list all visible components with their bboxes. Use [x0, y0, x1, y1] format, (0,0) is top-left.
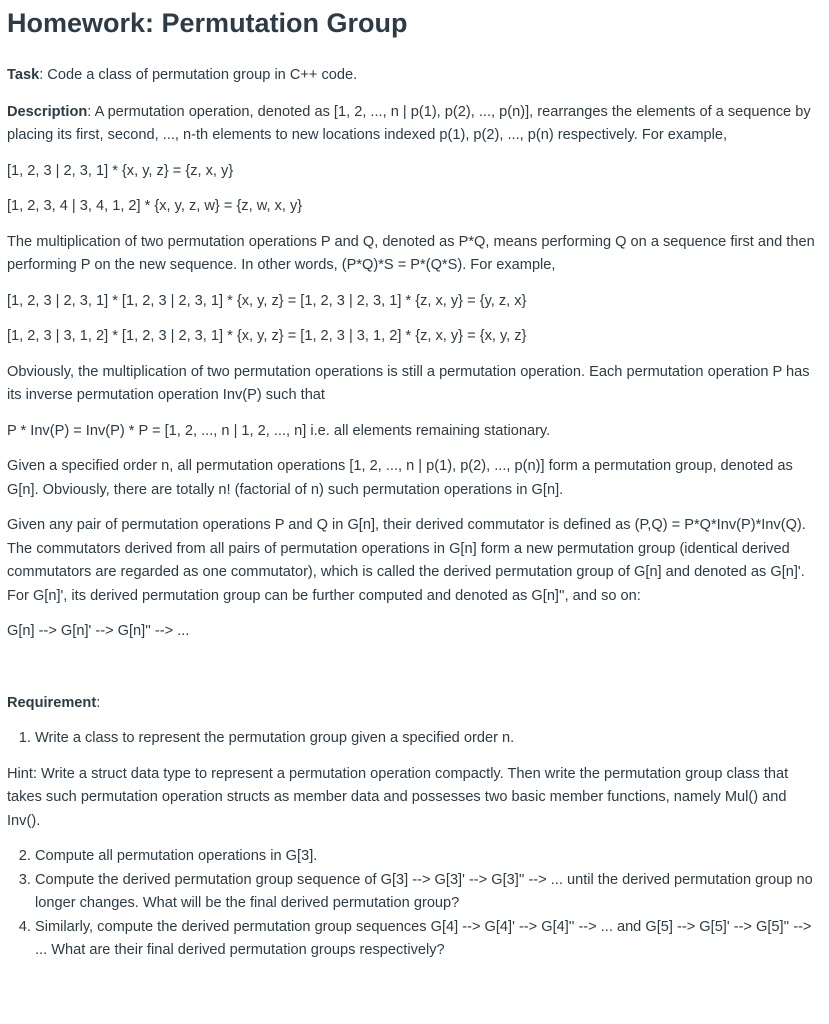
requirement-item-4: 4. Similarly, compute the derived permutation group sequences G[4] --> G[4]' --> G[4]'' --> ... and G[5] --> G[5]' --> G[5]'' --> ... What are their final derived permutation groups respectively? [35, 916, 821, 963]
inverse-paragraph: Obviously, the multiplication of two permutation operations is still a permutation operation. Each permutation operation P has its inverse permutation operation Inv(P) such that [7, 363, 810, 403]
description-text: : A permutation operation, denoted as [1, 2, ..., n | p(1), p(2), ..., p(n)], rearranges the elements of a sequence by placing its first, second, ..., n-th elements to new locations indexed p(1), p(2), ..., p(n) respectively. For example, [7, 103, 811, 143]
inverse-equation: P * Inv(P) = Inv(P) * P = [1, 2, ..., n | 1, 2, ..., n] i.e. all elements remaining stationary. [7, 422, 551, 439]
description-label: Description [7, 103, 88, 120]
example-line-4: [1, 2, 3 | 3, 1, 2] * [1, 2, 3 | 2, 3, 1] * {x, y, z} = [1, 2, 3 | 3, 1, 2] * {z, x, y} = {x, y, z} [7, 328, 527, 344]
requirement-colon: : [96, 694, 101, 711]
hint-paragraph: Hint: Write a struct data type to represent a permutation operation compactly. Then write the permutation group class that takes such permutation operation structs as member data and possesses two basic member functions, namely Mul() and Inv(). [7, 765, 789, 829]
page-title: Homework: Permutation Group [7, 8, 408, 38]
requirement-list-2 [7, 845, 821, 963]
task-text: : Code a class of permutation group in C++ code. [39, 67, 358, 83]
derived-sequence: G[n] --> G[n]' --> G[n]'' --> ... [7, 623, 190, 639]
example-line-1: [1, 2, 3 | 2, 3, 1] * {x, y, z} = {z, x, y} [7, 162, 234, 179]
description-paragraph [7, 101, 821, 148]
requirement-item-1: 1. Write a class to represent the permutation group given a specified order n. [35, 727, 821, 751]
requirement-item-2: 2. Compute all permutation operations in G[3]. [35, 845, 821, 869]
task-label: Task [7, 67, 40, 83]
requirement-heading [7, 692, 821, 716]
requirement-label: Requirement [7, 694, 97, 711]
example-line-2: [1, 2, 3, 4 | 3, 4, 1, 2] * {x, y, z, w} = {z, w, x, y} [7, 198, 303, 214]
task-paragraph [7, 64, 821, 88]
requirement-list-1 [7, 727, 821, 751]
example-line-3: [1, 2, 3 | 2, 3, 1] * [1, 2, 3 | 2, 3, 1] * {x, y, z} = [1, 2, 3 | 2, 3, 1] * {z, x, y} = {y, z, x} [7, 292, 527, 309]
requirement-item-3: 3. Compute the derived permutation group sequence of G[3] --> G[3]' --> G[3]'' --> ... until the derived permutation group no longer changes. What will be the final derived permutation group? [35, 869, 821, 916]
commutator-paragraph: Given any pair of permutation operations P and Q in G[n], their derived commutator is defined as (P,Q) = P*Q*Inv(P)*Inv(Q). The commutators derived from all pairs of permutation operations in G[n] form a new permutation group (identical derived commutators are regarded as one commutator), which is called the derived permutation group of G[n] and denoted as G[n]'. For G[n]', its derived permutation group can be further computed and denoted as G[n]'', and so on: [7, 517, 806, 604]
multiplication-paragraph: The multiplication of two permutation operations P and Q, denoted as P*Q, means performing Q on a sequence first and then performing P on the new sequence. In other words, (P*Q)*S = P*(Q*S). For example, [7, 233, 815, 273]
group-paragraph: Given a specified order n, all permutation operations [1, 2, ..., n | p(1), p(2), ..., p(n)] form a permutation group, denoted as G[n]. Obviously, there are totally n! (factorial of n) such permutation operations in G[n]. [7, 458, 793, 498]
